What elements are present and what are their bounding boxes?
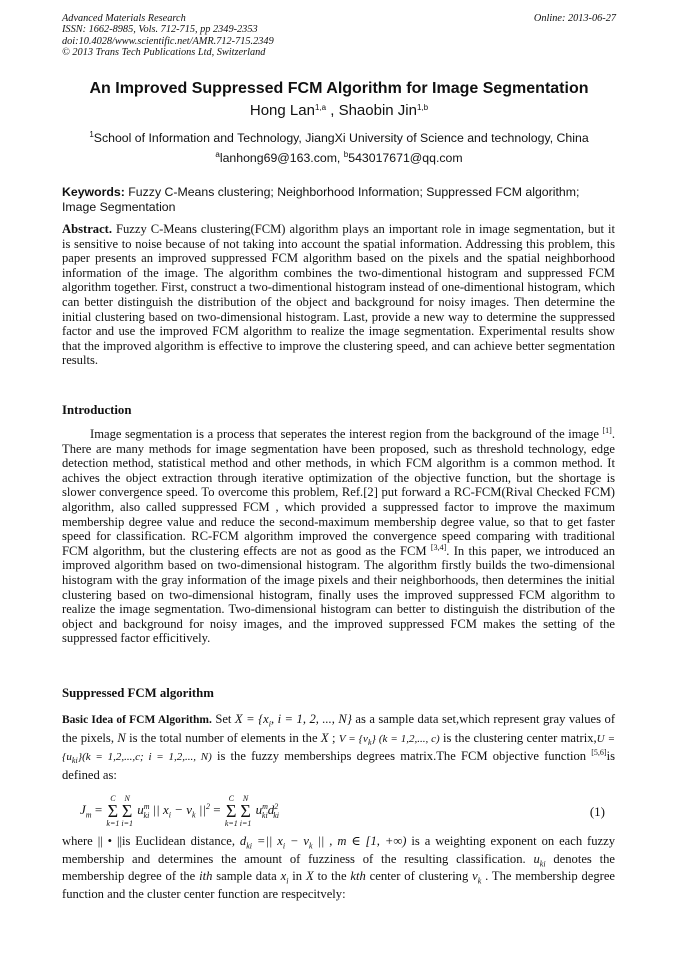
eq-sub: k bbox=[192, 810, 196, 820]
sum-limit: C bbox=[110, 794, 116, 803]
math-sub: ki bbox=[539, 859, 546, 869]
sum-limit: k=1 bbox=[224, 819, 238, 828]
sum-operator bbox=[240, 794, 252, 828]
online-date: Online: 2013-06-27 bbox=[533, 13, 616, 24]
math-ith: ith bbox=[199, 869, 213, 884]
eq-symbol: u bbox=[137, 801, 144, 817]
equation-number: (1) bbox=[589, 804, 605, 819]
abstract-text: Fuzzy C-Means clustering(FCM) algorithm plays an important role in image segmentation, but it is sensitive to noise because of not taking into account the spatial information. Addressing this problem, this paper presents an improved suppressed FCM algorithm based on the pixels and the spatial neighborhood information of the image. The algorithm combines the two-dimentional histogram and suppressed FCM algorithm together. First, construct a two-dimentional histogram instead of one-dimentional histogram, which can better distinguish the distribution of the object and background for noisy images. Then determine the initial clustering based on two-dimensional histogram. Last, provide a new way to determine the suppressed factor and use the improved FCM algorithm to realize the image segmentation. Experimental results show that the improved algorithm is effective to improve the clustering speed, and can achieve better segmentation results. bbox=[62, 222, 615, 368]
math-u bbox=[533, 851, 546, 869]
eq-sub: m bbox=[85, 810, 92, 820]
sum-limit: k=1 bbox=[106, 819, 120, 828]
eq-sup: 2 bbox=[205, 801, 210, 811]
math-run: U = {u bbox=[62, 732, 615, 764]
text-run: . The membership degree function and the cluster center function are respecitvely: bbox=[62, 869, 616, 901]
math-sub: i bbox=[268, 719, 271, 729]
journal-name: Advanced Materials Research bbox=[62, 13, 186, 24]
author-line bbox=[0, 102, 678, 119]
sum-limit: i=1 bbox=[239, 819, 252, 828]
email-a: lanhong69@163.com, bbox=[219, 151, 344, 165]
math-sub: k bbox=[477, 876, 482, 886]
email-sup: b bbox=[343, 150, 349, 159]
abstract-label: Abstract. bbox=[62, 222, 113, 236]
text-run: center of clustering bbox=[365, 869, 473, 884]
math-run: x bbox=[280, 869, 287, 884]
math-run: − v bbox=[285, 834, 309, 848]
math-run: }(k = 1,2,...,c; i = 1,2,..., N) bbox=[77, 751, 212, 764]
eq-sup: m bbox=[262, 801, 268, 811]
section-heading-suppressed-fcm: Suppressed FCM algorithm bbox=[62, 686, 214, 700]
eq-symbol: d bbox=[267, 801, 275, 817]
eq-symbol: = bbox=[209, 801, 224, 817]
eq-symbol: = bbox=[91, 801, 106, 817]
text-run: where bbox=[62, 834, 98, 848]
math-sub: ki bbox=[246, 841, 252, 851]
math-x: X bbox=[320, 730, 329, 745]
section-heading-introduction: Introduction bbox=[62, 403, 132, 417]
eq-sub: ki bbox=[273, 810, 279, 820]
math-norm: || • || bbox=[97, 834, 122, 848]
sum-operator bbox=[225, 794, 238, 828]
text-run: is Euclidean distance, bbox=[122, 834, 240, 848]
math-run: =|| x bbox=[251, 834, 283, 848]
copyright: © 2013 Trans Tech Publications Ltd, Switzerland bbox=[62, 47, 266, 59]
citation: [1] bbox=[602, 426, 612, 435]
math-run: } (k = 1,2,..., c) bbox=[371, 732, 440, 745]
sum-limit: N bbox=[242, 794, 249, 803]
eq-symbol: − v bbox=[170, 801, 192, 817]
citation: [5,6] bbox=[591, 748, 607, 758]
math-run: X = {x bbox=[234, 712, 269, 726]
math-vk bbox=[472, 869, 482, 886]
text-run: is the fuzzy memberships degrees matrix.The FCM objective function bbox=[211, 749, 592, 764]
eq-sup: 2 bbox=[274, 801, 279, 811]
eq-sup: m bbox=[143, 801, 150, 811]
math-sub: ki bbox=[71, 756, 78, 766]
sigma-symbol: Σ bbox=[107, 801, 119, 821]
math-sub: i bbox=[286, 876, 289, 886]
journal-header bbox=[62, 13, 274, 59]
text-run: is the total number of elements in the bbox=[125, 730, 321, 745]
basic-idea-paragraph bbox=[62, 711, 615, 784]
author-sup: 1,b bbox=[416, 103, 429, 112]
equation-1 bbox=[62, 790, 615, 830]
text-run: , bbox=[324, 834, 338, 848]
text-run: is a weighting exponent on each fuzzy membership and determines the amount of fuzziness of the resulting classification. bbox=[62, 834, 616, 866]
affiliation-sup: 1 bbox=[89, 130, 94, 139]
abstract bbox=[62, 222, 615, 368]
text-run: as a sample data set,which represent gray values of the pixels, bbox=[62, 712, 616, 745]
eq-symbol: || x bbox=[149, 801, 169, 817]
keywords bbox=[62, 185, 615, 214]
subsection-label: Basic Idea of FCM Algorithm. bbox=[62, 714, 212, 726]
text-run: to the bbox=[313, 869, 351, 884]
intro-text: Image segmentation is a process that seperates the interest region from the background of the image bbox=[90, 427, 603, 441]
where-paragraph bbox=[62, 833, 615, 903]
sigma-symbol: Σ bbox=[121, 801, 133, 821]
text-run: is defined as: bbox=[62, 749, 615, 782]
math-sub: k bbox=[308, 841, 313, 851]
author-sup: 1,a bbox=[314, 103, 327, 112]
text-run: ; bbox=[328, 730, 339, 745]
email-line bbox=[0, 151, 678, 165]
math-run: V = {v bbox=[338, 732, 368, 745]
eq-sub: ki bbox=[143, 810, 150, 820]
sum-operator bbox=[121, 794, 133, 828]
math-run: v bbox=[472, 869, 478, 884]
math-run: d bbox=[239, 834, 247, 848]
math-run: u bbox=[533, 851, 540, 866]
email-sup: a bbox=[215, 150, 220, 159]
math-set-v bbox=[339, 733, 440, 745]
eq-symbol: J bbox=[80, 801, 86, 817]
math-x: X bbox=[305, 869, 314, 884]
text-run: sample data bbox=[212, 869, 281, 884]
intro-text: . There are many methods for image segmentation have been proposed, such as threshold technology, edge detection method, statistical method and other methods, in which FCM algorithm is a common method. It achives the object extraction through iterative optimization of the objective function, but the shortage is slower convergence speed. To overcome this problem, Ref.[2] put forward a RC-FCM(Rival Checked FCM) algorithm, also called suppressed FCM , which provided a suppressed factor to improve the maximum membership degree value and reduce the second-maximum membership degree value, so that to get faster speed for classification. RC-FCM algorithm improved the convergence speed comparing with traditional FCM algorithm, but the clustering effects are not as good as the FCM bbox=[62, 427, 615, 558]
issn: ISSN: 1662-8985, Vols. 712-715, pp 2349-2353 bbox=[62, 24, 258, 36]
sigma-symbol: Σ bbox=[240, 801, 251, 821]
doi: doi:10.4028/www.scientific.net/AMR.712-715.2349 bbox=[62, 35, 274, 47]
intro-text: . In this paper, we introduced an improved algorithm based on two-dimensional histogram. The algorithm firstly builds the two-dimensional histogram with the gray information of the image pixels and their neighborhoods, then determines the initial clustering based on two-dimensional histogram, finally uses the improved suppressed FCM algorithm to realize the image segmentation. Two-dimensional histogram can better to distinguish the distribution of the object and background for noisy images, and the improved suppressed FCM makes the setting of the suppressed factor efficitively. bbox=[62, 543, 615, 646]
keywords-label: Keywords: bbox=[62, 185, 125, 199]
author-name: Hong Lan bbox=[249, 102, 315, 119]
text-run: in bbox=[288, 869, 306, 884]
keywords-text: Fuzzy C-Means clustering; Neighborhood Information; Suppressed FCM algorithm; Image Segmentation bbox=[62, 185, 580, 214]
citation: [3,4] bbox=[430, 542, 447, 552]
math-dki bbox=[239, 834, 325, 851]
email-b: 543017671@qq.com bbox=[348, 151, 463, 165]
paper-title: An Improved Suppressed FCM Algorithm for Image Segmentation bbox=[89, 80, 589, 97]
introduction-paragraph bbox=[62, 427, 615, 646]
math-sub: k bbox=[367, 737, 372, 747]
math-kth: kth bbox=[350, 869, 366, 884]
text-run: denotes the membership degree of the bbox=[62, 851, 616, 884]
sum-limit: i=1 bbox=[121, 819, 133, 828]
affiliation bbox=[0, 131, 678, 145]
affiliation-text: School of Information and Technology, JiangXi University of Science and technology, China bbox=[93, 131, 589, 145]
author-separator: , bbox=[326, 102, 339, 119]
text-run: Set bbox=[211, 712, 235, 726]
text-run: is the clustering center matrix, bbox=[439, 730, 597, 745]
eq-sub: i bbox=[168, 810, 171, 820]
eq-symbol: || bbox=[195, 801, 206, 817]
author-name: Shaobin Jin bbox=[338, 102, 417, 119]
sum-operator bbox=[106, 794, 119, 828]
math-m-range: m ∈ [1, +∞) bbox=[337, 834, 407, 848]
eq-symbol: u bbox=[255, 801, 263, 817]
math-run: || bbox=[312, 834, 325, 848]
equation-body bbox=[80, 794, 279, 828]
math-run: , i = 1, 2, ..., N} bbox=[270, 712, 352, 726]
eq-sub: ki bbox=[261, 810, 268, 820]
sum-limit: N bbox=[124, 794, 130, 803]
math-sub: i bbox=[282, 841, 286, 851]
math-set-x bbox=[234, 712, 352, 729]
math-n: N bbox=[117, 730, 126, 745]
sigma-symbol: Σ bbox=[226, 801, 237, 821]
sum-limit: C bbox=[228, 794, 234, 803]
